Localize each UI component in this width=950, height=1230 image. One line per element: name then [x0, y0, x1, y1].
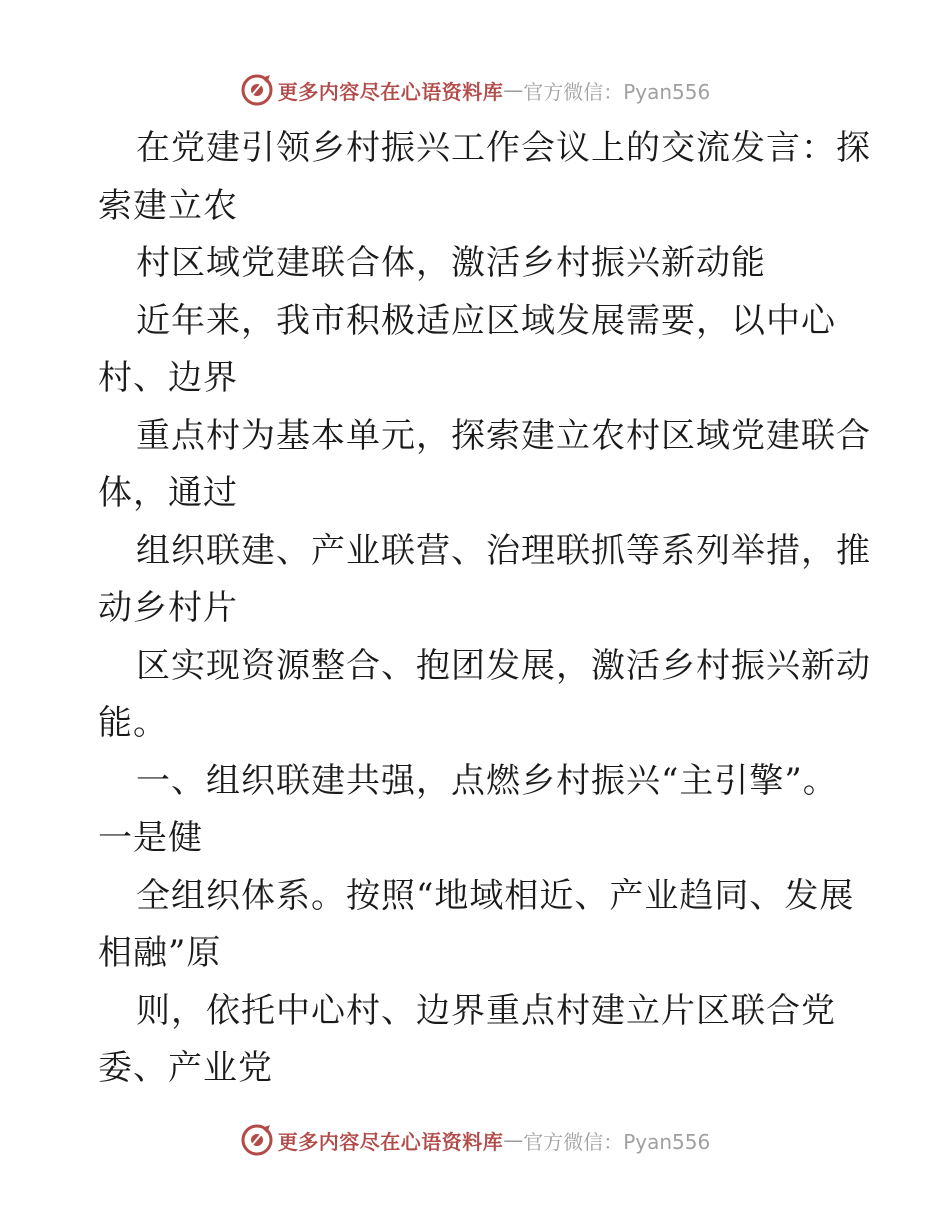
- body-line: 动乡村片: [98, 588, 238, 628]
- body-line: 一、组织联建共强，点燃乡村振兴“主引擎”。: [136, 760, 838, 801]
- body-line: 则，依托中心村、边界重点村建立片区联合党: [136, 990, 836, 1031]
- document-body: [98, 120, 871, 1098]
- body-line: 索建立农: [98, 185, 238, 226]
- body-line: 能。: [98, 703, 168, 743]
- body-line: 相融”原: [98, 933, 222, 973]
- watermark-wechat: 官方微信：Pyan556: [523, 79, 711, 104]
- body-line: 一是健: [98, 818, 203, 858]
- watermark-brand: 更多内容尽在心语资料库: [277, 79, 504, 104]
- body-line: 区实现资源整合、抱团发展，激活乡村振兴新动: [136, 645, 871, 686]
- watermark-separator: —: [503, 78, 524, 102]
- body-line: 重点村为基本单元，探索建立农村区域党建联合: [136, 415, 871, 456]
- body-line: 组织联建、产业联营、治理联抓等系列举措，推: [136, 530, 871, 571]
- pen-seal-icon: [240, 73, 274, 107]
- footer-watermark: [0, 1122, 950, 1158]
- body-line: 体，通过: [98, 473, 238, 513]
- pen-seal-icon: [240, 1123, 274, 1157]
- body-line: 委、产业党: [98, 1048, 273, 1088]
- watermark-wechat: 官方微信：Pyan556: [523, 1129, 711, 1154]
- body-line: 近年来，我市积极适应区域发展需要，以中心: [136, 300, 836, 341]
- body-line: 村、边界: [98, 358, 238, 398]
- watermark-brand: 更多内容尽在心语资料库: [277, 1129, 504, 1154]
- header-watermark: [0, 72, 950, 108]
- body-line: 在党建引领乡村振兴工作会议上的交流发言：探: [136, 128, 871, 168]
- body-line: 村区域党建联合体，激活乡村振兴新动能: [136, 243, 766, 283]
- body-line: 全组织体系。按照“地域相近、产业趋同、发展: [136, 875, 855, 916]
- watermark-separator: —: [503, 1128, 524, 1152]
